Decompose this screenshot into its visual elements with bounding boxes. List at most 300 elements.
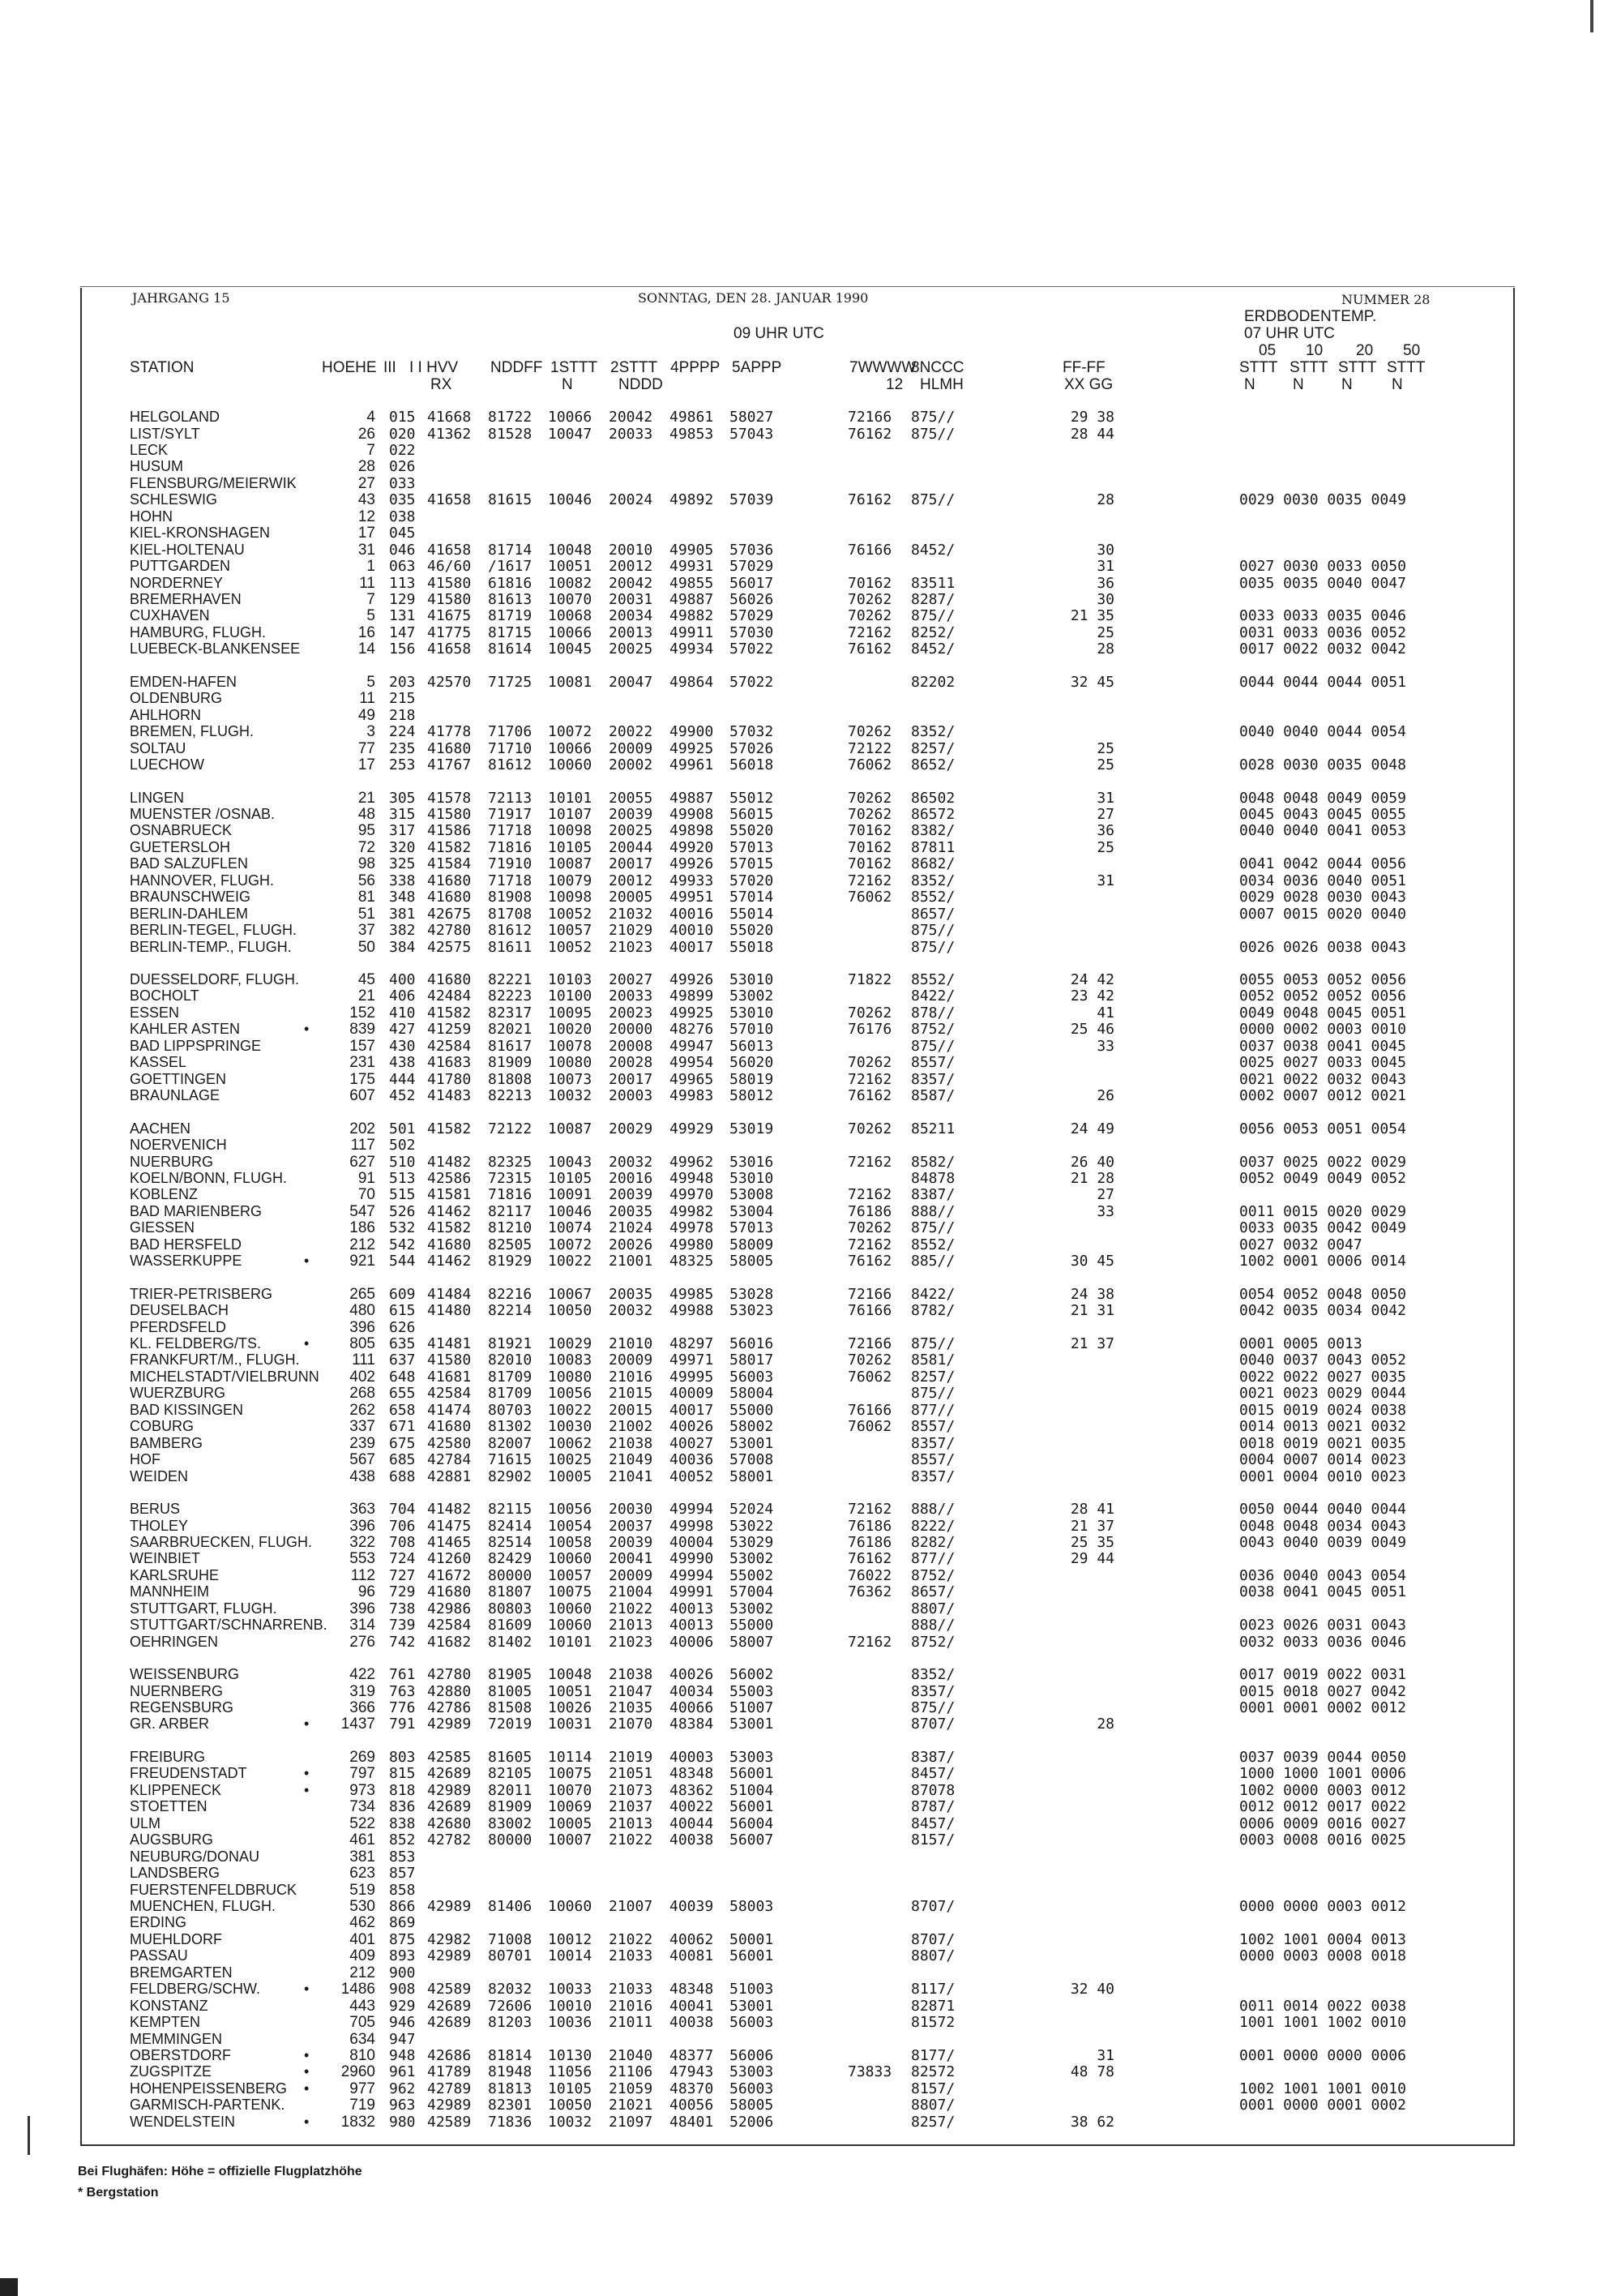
cell-ihvv: 41680: [427, 872, 472, 889]
cell-sttt1: 10056: [548, 1385, 592, 1403]
cell-wwww7: 76162: [848, 425, 892, 443]
cell-sttt1: 10107: [548, 805, 592, 823]
station-name: WEINBIET: [130, 1550, 201, 1567]
cell-nccc8: 8557/: [911, 1418, 956, 1436]
station-name: STOETTEN: [130, 1798, 207, 1815]
cell-sttt1: 10067: [548, 1285, 592, 1303]
station-height: 16: [357, 623, 375, 641]
cell-nddff: 82325: [488, 1153, 532, 1171]
station-name: HAMBURG, FLUGH.: [130, 623, 267, 640]
cell-appp5: 55014: [729, 905, 774, 923]
table-row: [0, 1699, 1621, 1716]
station-height: 12: [357, 508, 375, 525]
station-name: FREIBURG: [130, 1748, 206, 1765]
station-name: MICHELSTADT/VIELBRUNN: [130, 1368, 319, 1385]
cell-nddff: 82214: [488, 1302, 532, 1320]
table-row: [0, 1716, 1621, 1732]
station-height: 7: [366, 591, 375, 608]
cell-soil-temps: 0001 0000 0001 0002: [1239, 2097, 1406, 2114]
cell-ihvv: 41582: [427, 1120, 472, 1137]
cell-soil-temps: 0037 0038 0041 0045: [1239, 1037, 1406, 1055]
station-height: 921: [349, 1253, 375, 1270]
cell-iii: 852: [389, 1831, 416, 1849]
cell-iii: 815: [389, 1765, 416, 1783]
station-name: KASSEL: [130, 1054, 187, 1071]
cell-iii: 444: [389, 1070, 416, 1088]
cell-appp5: 58027: [729, 409, 774, 426]
cell-wwww7: 70262: [848, 805, 892, 823]
cell-sttt1: 10052: [548, 905, 592, 923]
cell-appp5: 56016: [729, 1335, 774, 1352]
cell-wwww7: 70162: [848, 574, 892, 592]
cell-nddff: 72113: [488, 789, 532, 807]
mountain-station-marker: •: [304, 1765, 310, 1782]
cell-nccc8: 8177/: [911, 2046, 956, 2064]
col-1sttt-n: N: [562, 376, 573, 393]
cell-pppp4: 40026: [669, 1418, 714, 1436]
table-row: [0, 575, 1621, 591]
cell-ffff: 24 42: [1070, 971, 1114, 988]
cell-wwww7: 72162: [848, 1070, 892, 1088]
cell-nccc8: 8117/: [911, 1981, 956, 1998]
station-name: HANNOVER, FLUGH.: [130, 872, 275, 889]
station-height: 480: [349, 1302, 375, 1320]
cell-soil-temps: 0037 0039 0044 0050: [1239, 1748, 1406, 1766]
cell-sttt1: 10060: [548, 1550, 592, 1568]
table-row: [0, 1931, 1621, 1947]
station-name: COBURG: [130, 1418, 195, 1435]
cell-sttt2: 20039: [609, 1186, 653, 1204]
cell-iii: 791: [389, 1716, 416, 1733]
station-height: 95: [357, 822, 375, 840]
cell-sttt2: 21041: [609, 1467, 653, 1485]
station-name: BRAUNLAGE: [130, 1087, 220, 1104]
cell-sttt2: 21035: [609, 1699, 653, 1716]
cell-sttt1: 10130: [548, 2046, 592, 2064]
cell-nddff: 81708: [488, 905, 532, 923]
cell-iii: 615: [389, 1302, 416, 1320]
cell-appp5: 57013: [729, 838, 774, 856]
col-ffff: FF-FF: [1063, 359, 1106, 376]
cell-nccc8: 82202: [911, 673, 956, 691]
cell-sttt2: 21023: [609, 1633, 653, 1651]
table-row: [0, 1567, 1621, 1583]
cell-ffff: 26 40: [1070, 1153, 1114, 1171]
station-height: 111: [352, 1351, 375, 1369]
cell-sttt1: 10105: [548, 838, 592, 856]
cell-soil-temps: 0049 0048 0045 0051: [1239, 1004, 1406, 1022]
cell-wwww7: 72122: [848, 739, 892, 757]
table-row: [0, 508, 1621, 525]
cell-nccc8: 8452/: [911, 541, 956, 559]
cell-ihvv: 41789: [427, 2063, 472, 2081]
cell-sttt2: 21022: [609, 1600, 653, 1617]
cell-wwww7: 76162: [848, 640, 892, 658]
station-name: FRANKFURT/M., FLUGH.: [130, 1351, 300, 1369]
cell-nddff: 71816: [488, 1186, 532, 1204]
station-height: 17: [357, 525, 375, 542]
cell-nccc8: 8157/: [911, 2080, 956, 2097]
station-height: 627: [349, 1153, 375, 1171]
cell-pppp4: 49931: [669, 558, 714, 576]
cell-soil-temps: 0018 0019 0021 0035: [1239, 1434, 1406, 1452]
station-height: 26: [357, 425, 375, 443]
station-name: LANDSBERG: [130, 1865, 220, 1881]
cell-appp5: 56004: [729, 1814, 774, 1832]
cell-iii: 038: [389, 508, 416, 525]
cell-iii: 948: [389, 2046, 416, 2064]
cell-pppp4: 49899: [669, 987, 714, 1005]
cell-sttt2: 21038: [609, 1666, 653, 1684]
table-row: [0, 1782, 1621, 1798]
cell-wwww7: 70162: [848, 838, 892, 856]
cell-appp5: 53003: [729, 2063, 774, 2081]
table-row: [0, 1286, 1621, 1302]
station-name: SOLTAU: [130, 739, 186, 756]
station-name: GOETTINGEN: [130, 1070, 227, 1087]
cell-sttt1: 10057: [548, 1566, 592, 1584]
table-row: [0, 1666, 1621, 1682]
cell-appp5: 53002: [729, 1550, 774, 1568]
cell-appp5: 55002: [729, 1566, 774, 1584]
station-height: 3: [366, 723, 375, 741]
table-row: [0, 1236, 1621, 1253]
station-height: 1832: [340, 2113, 375, 2131]
cell-nddff: 83002: [488, 1814, 532, 1832]
cell-iii: 015: [389, 409, 416, 426]
cell-appp5: 57032: [729, 723, 774, 741]
station-height: 623: [349, 1865, 375, 1882]
cell-nccc8: 8357/: [911, 1434, 956, 1452]
cell-ffff: 32 40: [1070, 1981, 1114, 1998]
cell-appp5: 52006: [729, 2113, 774, 2131]
cell-ihvv: 41682: [427, 1633, 472, 1651]
station-name: BAD KISSINGEN: [130, 1401, 244, 1418]
cell-pppp4: 48401: [669, 2113, 714, 2131]
station-name: GARMISCH-PARTENK.: [130, 2097, 285, 2114]
table-row: [0, 1501, 1621, 1517]
table-row: [0, 2063, 1621, 2080]
table-row: [0, 2080, 1621, 2097]
cell-nddff: 82007: [488, 1434, 532, 1452]
table-row: [0, 442, 1621, 458]
cell-soil-temps: 0017 0022 0032 0042: [1239, 640, 1406, 658]
station-height: 366: [349, 1699, 375, 1716]
cell-ihvv: 41580: [427, 1351, 472, 1369]
cell-sttt2: 20027: [609, 971, 653, 988]
cell-pppp4: 49908: [669, 805, 714, 823]
cell-appp5: 53023: [729, 1302, 774, 1320]
table-row: [0, 872, 1621, 889]
cell-iii: 320: [389, 838, 416, 856]
cell-sttt2: 20044: [609, 838, 653, 856]
cell-pppp4: 49980: [669, 1236, 714, 1253]
cell-iii: 526: [389, 1202, 416, 1220]
table-row: [0, 1253, 1621, 1269]
station-name: HUSUM: [130, 458, 183, 475]
station-name: AHLHORN: [130, 706, 202, 723]
table-row: [0, 558, 1621, 574]
cell-appp5: 57022: [729, 673, 774, 691]
cell-nccc8: 8707/: [911, 1930, 956, 1948]
cell-nddff: 71008: [488, 1930, 532, 1948]
cell-pppp4: 49994: [669, 1501, 714, 1518]
station-height: 49: [357, 706, 375, 724]
cell-iii: 658: [389, 1401, 416, 1419]
cell-nccc8: 8807/: [911, 1947, 956, 1965]
cell-ihvv: 41582: [427, 1004, 472, 1022]
cell-sttt1: 10072: [548, 723, 592, 741]
cell-sttt2: 21032: [609, 905, 653, 923]
cell-nccc8: 8422/: [911, 987, 956, 1005]
cell-appp5: 55020: [729, 922, 774, 940]
table-row: [0, 1071, 1621, 1087]
cell-appp5: 57029: [729, 558, 774, 576]
station-height: 56: [357, 872, 375, 889]
cell-sttt2: 21021: [609, 2097, 653, 2114]
cell-sttt1: 10056: [548, 1501, 592, 1518]
cell-appp5: 57010: [729, 1021, 774, 1039]
table-row: [0, 2031, 1621, 2047]
cell-nddff: 82505: [488, 1236, 532, 1253]
cell-sttt2: 21016: [609, 1368, 653, 1386]
col-5appp: 5APPP: [732, 359, 782, 376]
cell-pppp4: 49982: [669, 1202, 714, 1220]
cell-pppp4: 49951: [669, 889, 714, 906]
cell-pppp4: 40017: [669, 1401, 714, 1419]
cell-nccc8: 86502: [911, 789, 956, 807]
cell-sttt1: 10060: [548, 1617, 592, 1634]
station-name: NEUBURG/DONAU: [130, 1848, 260, 1865]
station-name: OBERSTDORF: [130, 2046, 232, 2063]
cell-pppp4: 40003: [669, 1748, 714, 1766]
station-name: BRAUNSCHWEIG: [130, 889, 251, 906]
cell-soil-temps: 0040 0040 0044 0054: [1239, 723, 1406, 741]
cell-appp5: 53016: [729, 1153, 774, 1171]
cell-sttt2: 21033: [609, 1981, 653, 1998]
table-row: [0, 889, 1621, 905]
cell-iii: 542: [389, 1236, 416, 1253]
cell-appp5: 57004: [729, 1583, 774, 1601]
station-name: BAD MARIENBERG: [130, 1202, 263, 1219]
cell-sttt2: 21049: [609, 1451, 653, 1469]
col-nddd: NDDD: [618, 376, 663, 393]
station-height: 70: [357, 1186, 375, 1204]
cell-nccc8: 8352/: [911, 872, 956, 889]
cell-soil-temps: 0029 0030 0035 0049: [1239, 491, 1406, 509]
cell-ihvv: 41681: [427, 1368, 472, 1386]
cell-nccc8: 878//: [911, 1004, 956, 1022]
station-height: 530: [349, 1897, 375, 1915]
cell-sttt2: 21022: [609, 1930, 653, 1948]
station-name: OEHRINGEN: [130, 1633, 219, 1650]
table-row: [0, 839, 1621, 855]
station-name: LUECHOW: [130, 756, 205, 773]
table-row: [0, 1351, 1621, 1368]
cell-sttt2: 20017: [609, 1070, 653, 1088]
cell-appp5: 55000: [729, 1617, 774, 1634]
cell-sttt2: 20009: [609, 1351, 653, 1369]
cell-iii: 325: [389, 855, 416, 873]
cell-sttt1: 10010: [548, 1997, 592, 2015]
cell-ihvv: 42689: [427, 1997, 472, 2015]
cell-pppp4: 48348: [669, 1981, 714, 1998]
table-row: [0, 1319, 1621, 1335]
station-height: 45: [357, 971, 375, 988]
cell-nddff: 81722: [488, 409, 532, 426]
cell-sttt1: 10082: [548, 574, 592, 592]
cell-wwww7: 76162: [848, 491, 892, 509]
station-height: 31: [357, 541, 375, 559]
cell-iii: 384: [389, 938, 416, 956]
cell-wwww7: 76166: [848, 1401, 892, 1419]
col-8nccc: 8NCCC: [911, 359, 964, 376]
cell-sttt2: 21019: [609, 1748, 653, 1766]
cell-pppp4: 40044: [669, 1814, 714, 1832]
cell-iii: 253: [389, 756, 416, 773]
table-row: [0, 1831, 1621, 1848]
cell-iii: 305: [389, 789, 416, 807]
cell-iii: 929: [389, 1997, 416, 2015]
cell-pppp4: 49988: [669, 1302, 714, 1320]
station-name: BREMEN, FLUGH.: [130, 723, 254, 740]
cell-nccc8: 877//: [911, 1550, 956, 1568]
cell-iii: 156: [389, 640, 416, 658]
cell-appp5: 55003: [729, 1682, 774, 1700]
soil-title: ERDBODENTEMP.: [1244, 308, 1377, 325]
cell-appp5: 53010: [729, 1004, 774, 1022]
station-name: NUERNBERG: [130, 1682, 224, 1699]
cell-ihvv: 41582: [427, 838, 472, 856]
station-height: 314: [349, 1617, 375, 1634]
station-height: 553: [349, 1550, 375, 1568]
cell-iii: 410: [389, 1004, 416, 1022]
table-row: [0, 1451, 1621, 1467]
cell-appp5: 53001: [729, 1997, 774, 2015]
table-row: [0, 640, 1621, 657]
col-7wwww: 7WWWW: [849, 359, 917, 376]
cell-ffff: 36: [1097, 574, 1114, 592]
cell-ihvv: 42780: [427, 922, 472, 940]
cell-ihvv: 41482: [427, 1501, 472, 1518]
station-name: FLENSBURG/MEIERWIK: [130, 474, 297, 491]
cell-iii: 742: [389, 1633, 416, 1651]
cell-soil-temps: 0032 0033 0036 0046: [1239, 1633, 1406, 1651]
cell-sttt1: 10060: [548, 1600, 592, 1617]
table-row: [0, 790, 1621, 806]
cell-nddff: 81715: [488, 623, 532, 641]
cell-wwww7: 76022: [848, 1566, 892, 1584]
station-height: 21: [357, 789, 375, 807]
cell-iii: 946: [389, 2014, 416, 2031]
cell-sttt2: 20012: [609, 558, 653, 576]
cell-nccc8: 875//: [911, 409, 956, 426]
cell-sttt1: 10047: [548, 425, 592, 443]
cell-nddff: 82429: [488, 1550, 532, 1568]
station-name: HOF: [130, 1451, 160, 1468]
cell-sttt2: 21106: [609, 2063, 653, 2081]
cell-nddff: 72122: [488, 1120, 532, 1137]
cell-pppp4: 40010: [669, 922, 714, 940]
station-height: 212: [349, 1236, 375, 1253]
station-name: MANNHEIM: [130, 1583, 209, 1600]
table-row: [0, 1848, 1621, 1865]
cell-soil-temps: 1001 1001 1002 0010: [1239, 2014, 1406, 2031]
cell-sttt2: 20000: [609, 1021, 653, 1039]
cell-sttt1: 10045: [548, 640, 592, 658]
station-height: 547: [349, 1202, 375, 1220]
cell-sttt2: 20047: [609, 673, 653, 691]
station-height: 805: [349, 1335, 375, 1352]
cell-sttt2: 20005: [609, 889, 653, 906]
cell-ffff: 27: [1097, 1186, 1114, 1204]
cell-sttt1: 10032: [548, 1087, 592, 1105]
cell-pppp4: 49934: [669, 640, 714, 658]
station-name: DEUSELBACH: [130, 1302, 229, 1319]
cell-nccc8: 8457/: [911, 1765, 956, 1783]
cell-iii: 045: [389, 525, 416, 542]
cell-appp5: 56017: [729, 574, 774, 592]
cell-sttt1: 10091: [548, 1186, 592, 1204]
cell-nddff: 81908: [488, 889, 532, 906]
cell-pppp4: 40038: [669, 2014, 714, 2031]
station-height: 77: [357, 739, 375, 757]
cell-nddff: 81609: [488, 1617, 532, 1634]
cell-ihvv: 41475: [427, 1517, 472, 1535]
station-height: 567: [349, 1451, 375, 1469]
cell-nccc8: 8282/: [911, 1533, 956, 1551]
cell-iii: 761: [389, 1666, 416, 1684]
cell-soil-temps: 0000 0003 0008 0018: [1239, 1947, 1406, 1965]
col-sttt-20: STTT: [1338, 359, 1377, 376]
cell-appp5: 53004: [729, 1202, 774, 1220]
cell-sttt1: 10101: [548, 789, 592, 807]
cell-ihvv: 41767: [427, 756, 472, 773]
cell-pppp4: 48276: [669, 1021, 714, 1039]
cell-pppp4: 48297: [669, 1335, 714, 1352]
cell-ihvv: 41680: [427, 739, 472, 757]
station-name: KIEL-HOLTENAU: [130, 541, 245, 558]
scan-mark: [28, 2116, 30, 2155]
cell-sttt1: 10058: [548, 1533, 592, 1551]
cell-wwww7: 70162: [848, 855, 892, 873]
cell-sttt2: 21051: [609, 1765, 653, 1783]
cell-pppp4: 40027: [669, 1434, 714, 1452]
cell-soil-temps: 0052 0052 0052 0056: [1239, 987, 1406, 1005]
cell-ihvv: 41482: [427, 1153, 472, 1171]
cell-iii: 853: [389, 1848, 416, 1866]
cell-pppp4: 40062: [669, 1930, 714, 1948]
cell-nccc8: 8357/: [911, 1070, 956, 1088]
cell-nccc8: 8707/: [911, 1897, 956, 1915]
cell-ffff: 28: [1097, 1716, 1114, 1733]
cell-pppp4: 49995: [669, 1368, 714, 1386]
cell-nddff: 81605: [488, 1748, 532, 1766]
cell-nccc8: 885//: [911, 1253, 956, 1270]
cell-ihvv: 41462: [427, 1253, 472, 1270]
cell-nddff: 71706: [488, 723, 532, 741]
cell-pppp4: 49990: [669, 1550, 714, 1568]
station-height: 396: [349, 1318, 375, 1336]
col-hlmh: HLMH: [920, 376, 964, 393]
cell-ihvv: 41580: [427, 591, 472, 608]
cell-iii: 858: [389, 1881, 416, 1899]
cell-ffff: 28 41: [1070, 1501, 1114, 1518]
cell-nddff: 81617: [488, 1037, 532, 1055]
cell-sttt1: 10114: [548, 1748, 592, 1766]
station-name: NOERVENICH: [130, 1137, 227, 1153]
cell-soil-temps: 1002 0000 0003 0012: [1239, 1781, 1406, 1799]
